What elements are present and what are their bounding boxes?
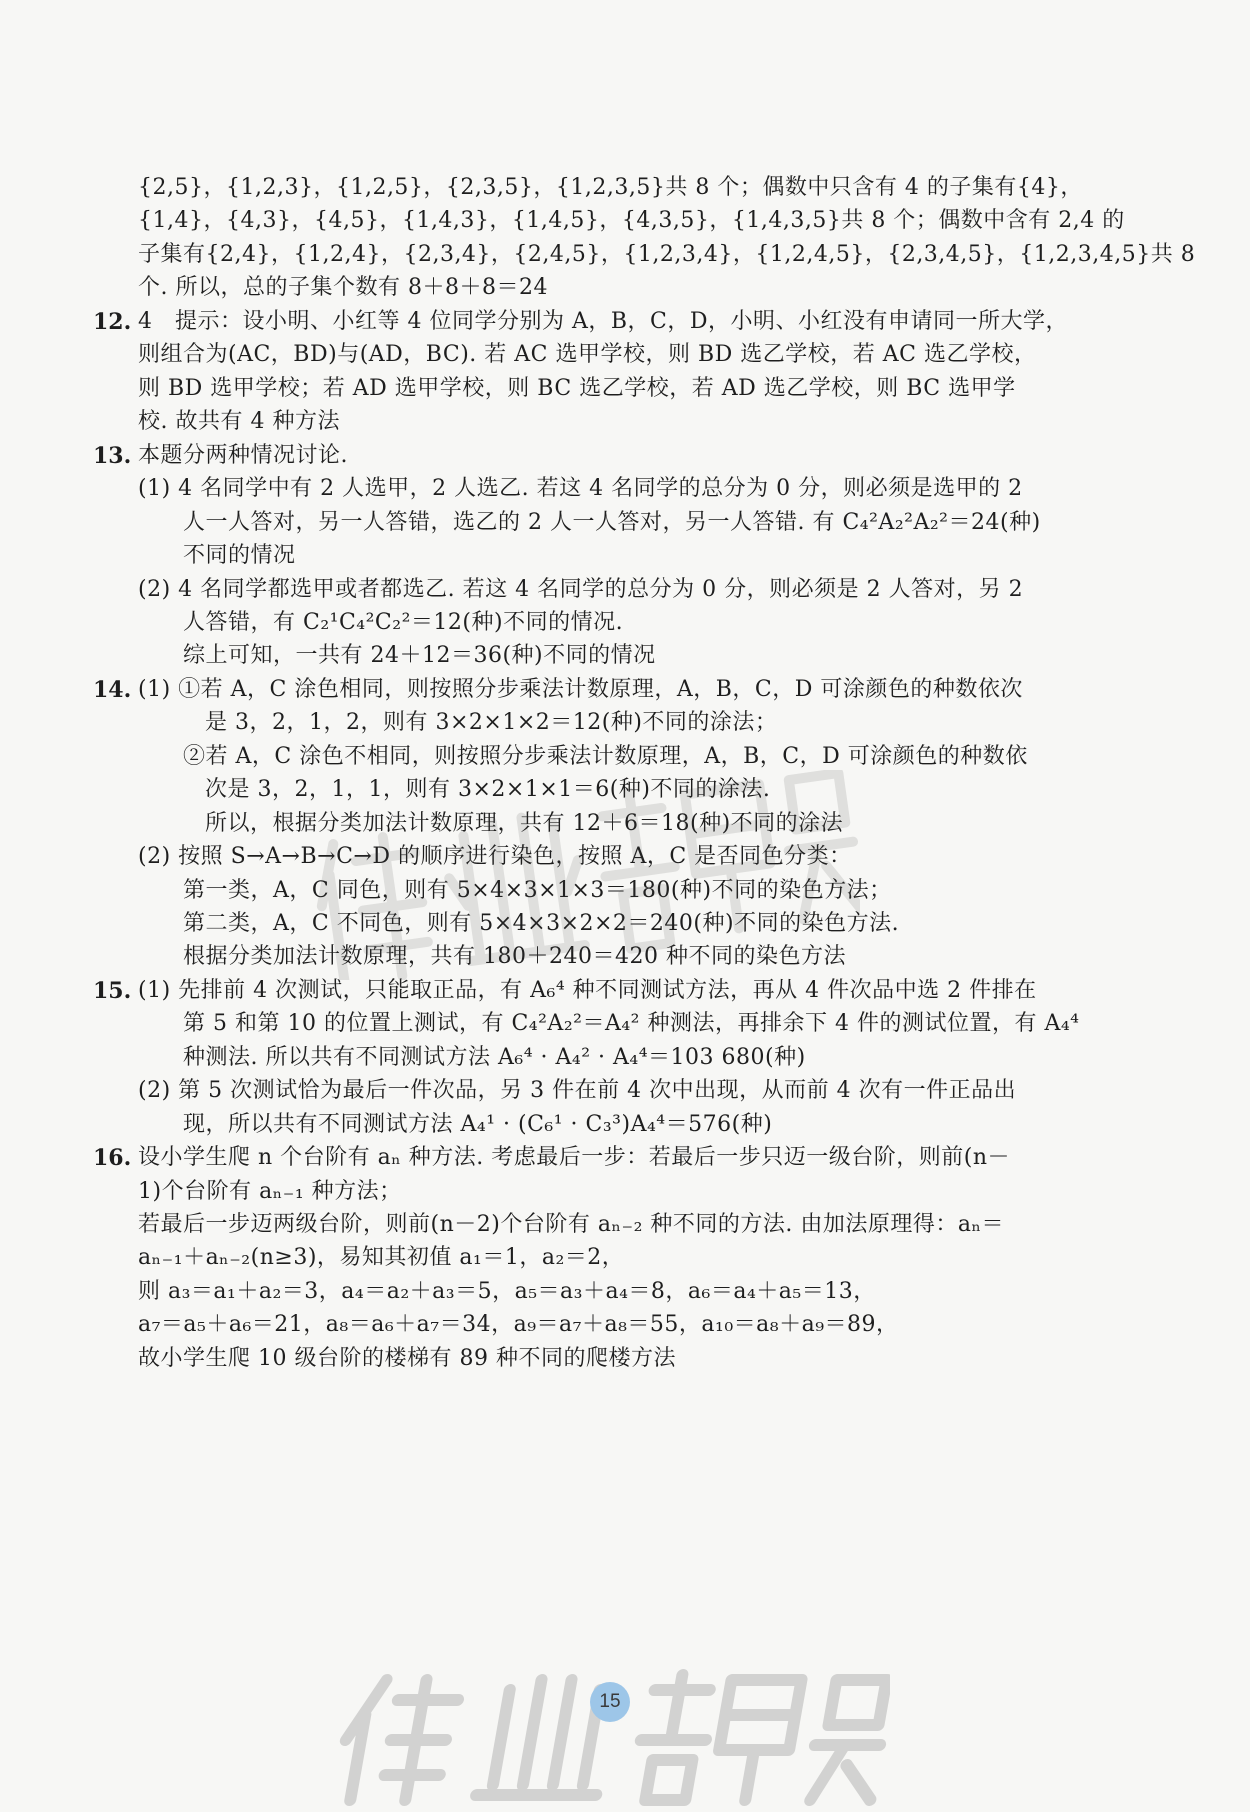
text-line: (1) ①若 A，C 涂色相同，则按照分步乘法计数原理，A，B，C，D 可涂颜色的种数依次	[138, 677, 1023, 702]
text-line: aₙ₋₁＋aₙ₋₂(n≥3)，易知其初值 a₁＝1，a₂＝2，	[138, 1245, 625, 1270]
text-line: (1) 先排前 4 次测试，只能取正品，有 A₆⁴ 种不同测试方法，再从 4 件次品中选 2 件排在	[138, 978, 1037, 1003]
text-line: 人一人答对，另一人答错，选乙的 2 人一人答对，另一人答错. 有 C₄²A₂²A₂²＝24(种)	[183, 510, 1041, 535]
question-number-16: 16.	[93, 1145, 132, 1171]
text-line: 次是 3，2，1，1，则有 3×2×1×1＝6(种)不同的涂法.	[205, 777, 771, 802]
text-line: 则 BD 选甲学校；若 AD 选甲学校，则 BC 选乙学校，若 AD 选乙学校，则 BC 选甲学	[138, 376, 1016, 401]
text-line: (2) 4 名同学都选甲或者都选乙. 若这 4 名同学的总分为 0 分，则必须是 2 人答对，另 2	[138, 577, 1024, 602]
text-line: 人答错，有 C₂¹C₄²C₂²＝12(种)不同的情况.	[183, 610, 624, 635]
text-line: {1,4}，{4,3}，{4,5}，{1,4,3}，{1,4,5}，{4,3,5}，{1,4,3,5}共 8 个；偶数中含有 2,4 的	[138, 208, 1125, 233]
text-line: 第 5 和第 10 的位置上测试，有 C₄²A₂²＝A₄² 种测法，再排余下 4 件的测试位置，有 A₄⁴	[183, 1011, 1080, 1036]
text-line: 第一类，A，C 同色，则有 5×4×3×1×3＝180(种)不同的染色方法；	[183, 878, 892, 903]
text-line: 是 3，2，1，2，则有 3×2×1×2＝12(种)不同的涂法；	[205, 710, 778, 735]
text-line: (2) 按照 S→A→B→C→D 的顺序进行染色，按照 A，C 是否同色分类：	[138, 844, 852, 869]
question-number-15: 15.	[93, 978, 132, 1004]
text-line: 本题分两种情况讨论.	[138, 443, 348, 468]
question-number-12: 12.	[93, 309, 132, 335]
text-line: 设小学生爬 n 个台阶有 aₙ 种方法. 考虑最后一步：若最后一步只迈一级台阶，则前(n－	[138, 1145, 1011, 1170]
text-line: 子集有{2,4}，{1,2,4}，{2,3,4}，{2,4,5}，{1,2,3,4}，{1,2,4,5}，{2,3,4,5}，{1,2,3,4,5}共 8	[138, 242, 1196, 267]
text-line: 则 a₃＝a₁＋a₂＝3，a₄＝a₂＋a₃＝5，a₅＝a₃＋a₄＝8，a₆＝a₄＋a₅＝13，	[138, 1279, 876, 1304]
question-number-13: 13.	[93, 443, 132, 469]
text-line: 故小学生爬 10 级台阶的楼梯有 89 种不同的爬楼方法	[138, 1346, 676, 1371]
text-line: 1)个台阶有 aₙ₋₁ 种方法；	[138, 1179, 402, 1204]
page-number: 15	[590, 1682, 630, 1722]
text-line: 个. 所以，总的子集个数有 8＋8＋8＝24	[138, 275, 548, 300]
text-line: 第二类，A，C 不同色，则有 5×4×3×2×2＝240(种)不同的染色方法.	[183, 911, 900, 936]
text-line: 所以，根据分类加法计数原理，共有 12＋6＝18(种)不同的涂法	[205, 811, 844, 836]
text-line: {2,5}，{1,2,3}，{1,2,5}，{2,3,5}，{1,2,3,5}共 8 个；偶数中只含有 4 的子集有{4}，	[138, 175, 1083, 200]
text-line: (2) 第 5 次测试恰为最后一件次品，另 3 件在前 4 次中出现，从而前 4 次有一件正品出	[138, 1078, 1017, 1103]
text-line: 种测法. 所以共有不同测试方法 A₆⁴ · A₄² · A₄⁴＝103 680(种)	[183, 1045, 806, 1070]
text-line: 校. 故共有 4 种方法	[138, 409, 340, 434]
text-line: ②若 A，C 涂色不相同，则按照分步乘法计数原理，A，B，C，D 可涂颜色的种数依	[183, 744, 1028, 769]
text-line: 现，所以共有不同测试方法 A₄¹ · (C₆¹ · C₃³)A₄⁴＝576(种)	[183, 1112, 773, 1137]
text-line: 则组合为(AC，BD)与(AD，BC). 若 AC 选甲学校，则 BD 选乙学校，若 AC 选乙学校，	[138, 342, 1037, 367]
text-line: 不同的情况	[183, 543, 296, 568]
text-line: a₇＝a₅＋a₆＝21，a₈＝a₆＋a₇＝34，a₉＝a₇＋a₈＝55，a₁₀＝a₈＋a₉＝89，	[138, 1312, 899, 1337]
text-line: 根据分类加法计数原理，共有 180＋240＝420 种不同的染色方法	[183, 944, 846, 969]
text-line: (1) 4 名同学中有 2 人选甲，2 人选乙. 若这 4 名同学的总分为 0 分，则必须是选甲的 2	[138, 476, 1023, 501]
text-line: 4 提示：设小明、小红等 4 位同学分别为 A，B，C，D，小明、小红没有申请同一所大学，	[138, 309, 1069, 334]
text-line: 综上可知，一共有 24＋12＝36(种)不同的情况	[183, 643, 656, 668]
text-line: 若最后一步迈两级台阶，则前(n－2)个台阶有 aₙ₋₂ 种不同的方法. 由加法原理得：aₙ＝	[138, 1212, 1005, 1237]
question-number-14: 14.	[93, 677, 132, 703]
